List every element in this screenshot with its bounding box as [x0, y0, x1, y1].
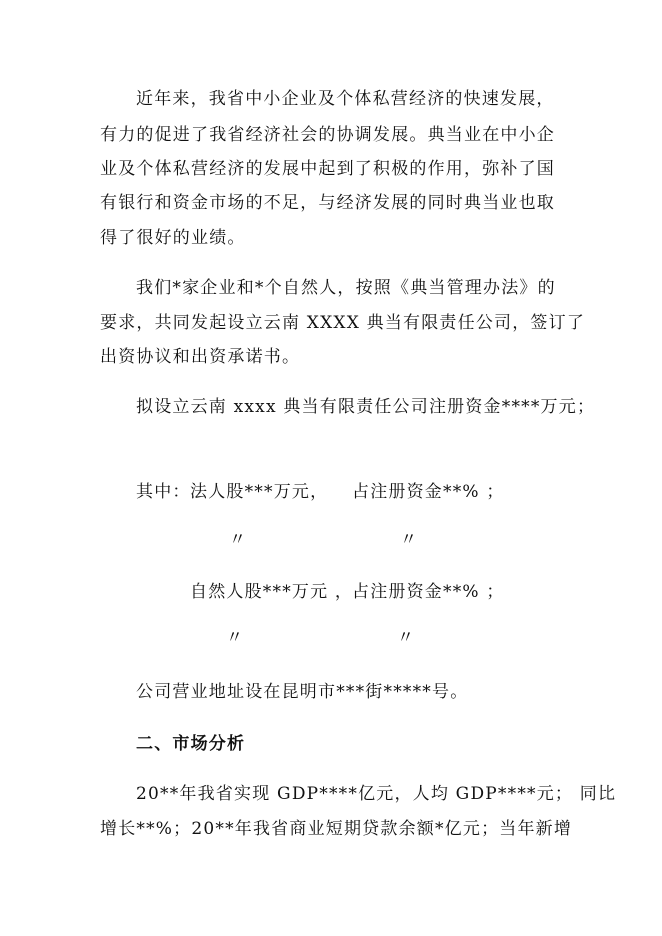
ditto-mark-3: 〃	[226, 628, 243, 648]
paragraph1-line4: 有银行和资金市场的不足，与经济发展的同时典当业也取	[100, 193, 555, 213]
paragraph2-line1: 我们*家企业和*个自然人，按照《典当管理办法》的	[136, 278, 556, 298]
legal-person-shares: 法人股***万元，	[190, 482, 329, 502]
paragraph2-line3: 出资协议和出资承诺书。	[100, 347, 301, 367]
shares-prefix: 其中：	[136, 482, 191, 502]
paragraph1-line3: 业及个体私营经济的发展中起到了积极的作用，弥补了国	[100, 159, 555, 179]
paragraph1-line1: 近年来，我省中小企业及个体私营经济的快速发展，	[136, 89, 555, 109]
ditto-mark-4: 〃	[397, 628, 414, 648]
paragraph3-line2: 增长**%；20**年我省商业短期贷款余额*亿元；当年新增	[100, 819, 573, 839]
business-address-line: 公司营业地址设在昆明市***街*****号。	[136, 682, 469, 702]
legal-person-ratio: 占注册资金**% ；	[352, 482, 505, 502]
ditto-mark-1: 〃	[229, 530, 246, 550]
paragraph2-line2: 要求，共同发起设立云南 XXXX 典当有限责任公司，签订了	[100, 313, 586, 333]
natural-person-shares: 自然人股***万元 ，	[190, 582, 354, 602]
registered-capital-line: 拟设立云南 xxxx 典当有限责任公司注册资金****万元；	[136, 397, 596, 417]
section-heading-market-analysis: 二、市场分析	[136, 734, 246, 754]
paragraph1-line2: 有力的促进了我省经济社会的协调发展。典当业在中小企	[100, 125, 555, 145]
paragraph3-line1: 20**年我省实现 GDP****亿元，人均 GDP****元； 同比	[136, 784, 617, 804]
paragraph1-line5: 得了很好的业绩。	[100, 228, 246, 248]
natural-person-ratio: 占注册资金**% ；	[352, 582, 505, 602]
ditto-mark-2: 〃	[400, 530, 417, 550]
